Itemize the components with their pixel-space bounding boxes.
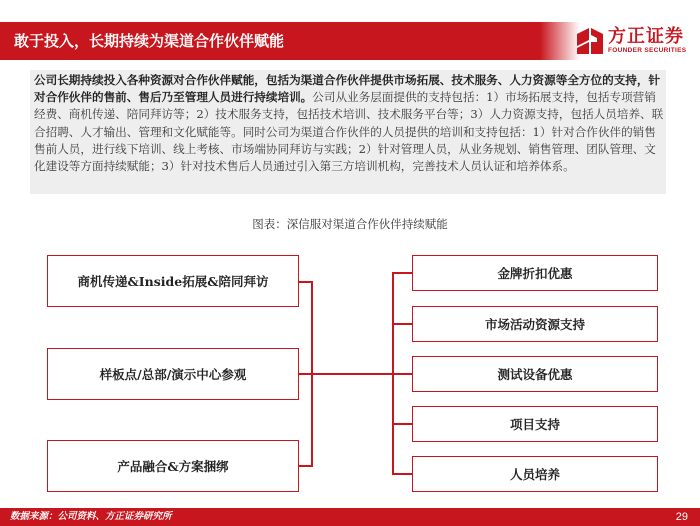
logo-name-en: FOUNDER SECURITIES [608,47,687,54]
header-bar [0,22,540,60]
data-source: 数据来源：公司资料、方正证券研究所 [10,511,172,522]
intro-paragraph [34,72,664,175]
intro-body-text: 公司从业务层面提供的支持包括：1）市场拓展支持，包括专项营销经费、商机传递、陪同拜访等；2）技术服务支持，包括技术培训、技术服务平台等；3）人力资源支持，包括人员培养、联合招聘、人才输出、管理和文化赋能等。同时公司为渠道合作伙伴的人员提供的培训和支持包括：1）针对合作伙伴的销售售前人员，进行线下培训、线上考核、市场端协同拜访与实践；2）针对管理人员，从业务规划、销售管理、团队管理、文化建设等方面持续赋能；3）针对技术售后人员通过引入第三方培训机构，完善技术人员认证和培养体系。 [34,90,664,174]
connector-line [392,423,412,425]
right-item-box [412,356,658,392]
right-item-label: 金牌折扣优惠 [497,266,573,281]
left-item-label: 商机传递&Inside拓展&陪同拜访 [77,274,269,289]
right-item-label: 人员培养 [509,467,560,482]
page-title: 敢于投入，长期持续为渠道合作伙伴赋能 [14,32,285,50]
left-item-box [47,255,299,307]
left-item-box [47,440,299,492]
connector-line [392,373,412,375]
left-item-box [47,348,299,400]
intro-bold-text: 公司长期持续投入各种资源对合作伙伴赋能，包括为渠道合作伙伴提供市场拓展、技术服务、人力资源等全方位的支持，针对合作伙伴的售前、售后乃至管理人员进行持续培训。 [34,73,661,105]
right-item-box [412,456,658,492]
right-item-label: 项目支持 [509,417,560,432]
left-item-label: 样板点/总部/演示中心参观 [99,367,247,382]
intro-box [30,70,666,194]
founder-logo-icon [575,26,605,56]
left-item-label: 产品融合&方案捆绑 [117,459,229,474]
center-connector-line [313,373,393,375]
connector-line [392,323,412,325]
header-fade [540,22,580,60]
right-item-box [412,255,658,291]
connector-line [392,473,412,475]
logo-name-cn: 方正证券 [608,26,684,47]
page-number: 29 [675,511,688,523]
right-item-box [412,406,658,442]
figure-caption: 图表：深信服对渠道合作伙伴持续赋能 [252,217,448,231]
right-item-box [412,306,658,342]
connector-line [392,272,412,274]
right-item-label: 测试设备优惠 [497,367,573,382]
company-logo [575,22,693,62]
footer-bar [0,508,700,526]
right-item-label: 市场活动资源支持 [484,317,585,332]
